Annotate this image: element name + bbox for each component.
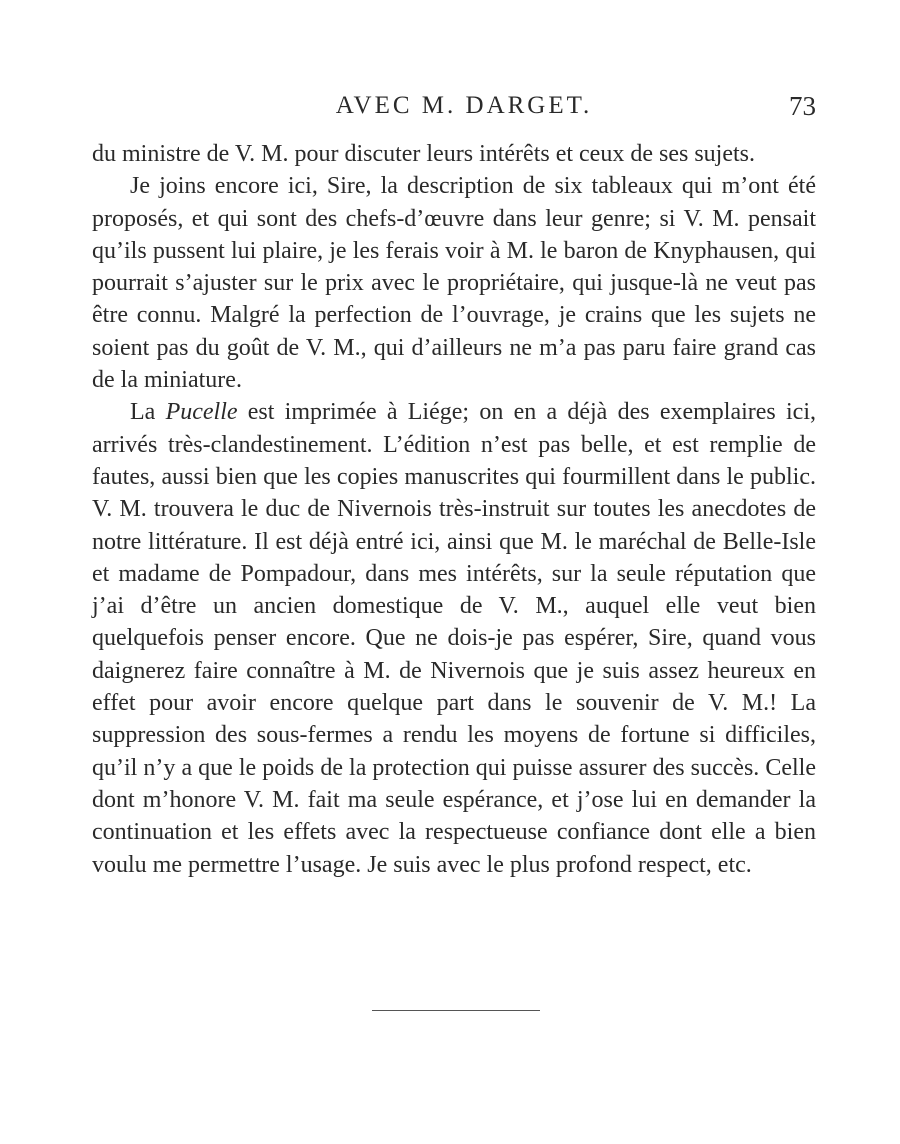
paragraph-pucelle <box>92 396 816 880</box>
paragraph-lead: La <box>130 399 166 426</box>
paragraph-paintings: Je joins encore ici, Sire, la description de six tableaux qui m’ont été proposés, et qui sont des chefs-d’œuvre dans leur genre; si V. M. pensait qu’ils pussent lui plaire, je les ferais voir à M. le baron de Knyphausen, qui pourrait s’ajuster sur le prix avec le propriétaire, qui jusque-là ne veut pas être connu. Malgré la perfection de l’ouvrage, je crains que les sujets ne soient pas du goût de V. M., qui d’ailleurs ne m’a pas paru faire grand cas de la miniature. <box>92 173 816 394</box>
closing-rule <box>372 1010 540 1011</box>
paragraph-body: est imprimée à Liége; on en a déjà des exemplaires ici, arrivés très-clandestinement. L’édition n’est pas belle, et est remplie de fautes, aussi bien que les copies manuscrites qui fourmillent dans le public. V. M. trouvera le duc de Nivernois très-instruit sur toutes les anecdotes de notre littérature. Il est déjà entré ici, ainsi que M. le maréchal de Belle-Isle et madame de Pompadour, dans mes intérêts, sur la seule réputation que j’ai d’être un ancien domestique de V. M., auquel elle veut bien quelquefois penser encore. Que ne dois-je pas espérer, Sire, quand vous daignerez faire connaître à M. de Nivernois que je suis assez heureux en effet pour avoir encore quelque part dans le souvenir de V. M.! La suppression des sous-fermes a rendu les moyens de fortune si difficiles, qu’il n’y a que le poids de la protection qui puisse assurer des succès. Celle dont m’honore V. M. fait ma seule espérance, et j’ose lui en demander la continuation et les effets avec la respectueuse confiance dont elle a bien voulu me permettre l’usage. Je suis avec le plus profond respect, etc. <box>92 399 816 878</box>
running-head <box>92 88 816 128</box>
letter-body <box>92 138 816 881</box>
book-title-pucelle: Pucelle <box>165 399 238 426</box>
page-number: 73 <box>789 91 816 121</box>
paragraph-continued: du ministre de V. M. pour discuter leurs intérêts et ceux de ses sujets. <box>92 141 755 167</box>
running-title: AVEC M. DARGET. <box>335 92 593 119</box>
